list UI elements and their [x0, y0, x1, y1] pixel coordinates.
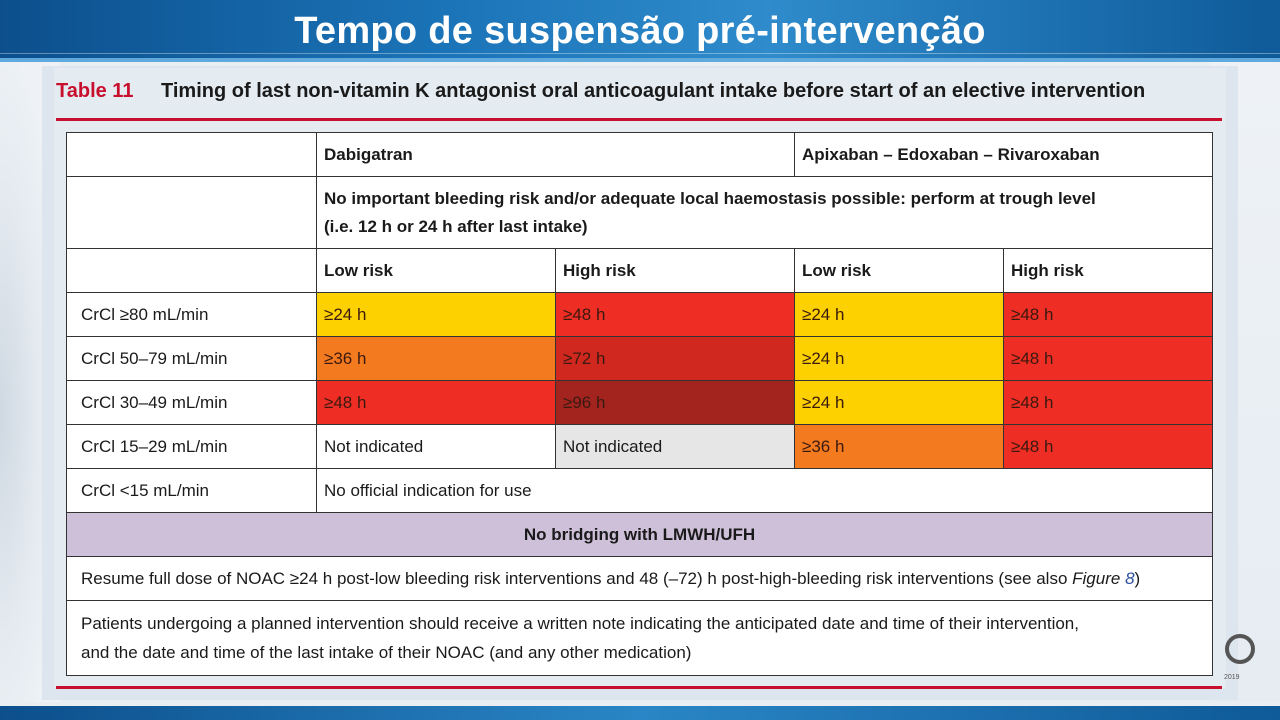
header-dabigatran: Dabigatran	[317, 133, 795, 177]
risk-header-xaban-high: High risk	[1004, 249, 1213, 293]
table-bottom-rule	[56, 686, 1222, 689]
table-row-crcl-30-49	[67, 381, 1213, 425]
risk-header-xaban-low: Low risk	[795, 249, 1004, 293]
patients-row	[67, 601, 1213, 676]
table-caption-text: Timing of last non-vitamin K antagonist oral anticoagulant intake before start of an elective intervention	[161, 80, 1146, 102]
empty-header-cell	[67, 249, 317, 293]
bleeding-note	[317, 177, 1213, 249]
row-label: CrCl 30–49 mL/min	[67, 381, 317, 425]
empty-header-cell	[67, 133, 317, 177]
bleeding-note-line1: No important bleeding risk and/or adequate local haemostasis possible: perform at trough level	[324, 188, 1096, 208]
risk-header-dabigatran-low: Low risk	[317, 249, 556, 293]
header-row-risk	[67, 249, 1213, 293]
row-label: CrCl <15 mL/min	[67, 469, 317, 513]
figure-ref-link[interactable]: 8	[1125, 568, 1135, 588]
row-label: CrCl ≥80 mL/min	[67, 293, 317, 337]
empty-header-cell	[67, 177, 317, 249]
value-cell: ≥48 h	[1004, 293, 1213, 337]
risk-header-dabigatran-high: High risk	[556, 249, 795, 293]
value-cell: ≥36 h	[795, 425, 1004, 469]
value-cell: ≥24 h	[795, 381, 1004, 425]
row-label: CrCl 50–79 mL/min	[67, 337, 317, 381]
patients-line-2: and the date and time of the last intake of their NOAC (and any other medication)	[81, 643, 692, 662]
table-row-crcl-15-29	[67, 425, 1213, 469]
table-label: Table 11	[56, 80, 134, 102]
patients-note	[67, 601, 1213, 676]
no-indication-cell: No official indication for use	[317, 469, 1213, 513]
value-cell: ≥48 h	[1004, 337, 1213, 381]
resume-cell	[67, 557, 1213, 601]
bleeding-note-line2: (i.e. 12 h or 24 h after last intake)	[324, 216, 588, 236]
value-cell: Not indicated	[556, 425, 795, 469]
table-row-crcl-50-79	[67, 337, 1213, 381]
value-cell: ≥24 h	[795, 293, 1004, 337]
logo-year: 2019	[1224, 674, 1240, 681]
resume-text: Resume full dose of NOAC ≥24 h post-low bleeding risk interventions and 48 (–72) h post-high-bleeding risk interventions (see also	[81, 568, 1073, 588]
bridging-row	[67, 513, 1213, 557]
table-caption	[56, 80, 1216, 106]
title-bar-thin-line	[0, 53, 1280, 54]
figure-ref-label: Figure	[1072, 568, 1126, 588]
table-row-crcl-80	[67, 293, 1213, 337]
bridging-cell: No bridging with LMWH/UFH	[67, 513, 1213, 557]
anticoagulant-table	[66, 132, 1213, 676]
table-row-crcl-15	[67, 469, 1213, 513]
value-cell: ≥48 h	[556, 293, 795, 337]
resume-row	[67, 557, 1213, 601]
resume-close: )	[1134, 568, 1141, 588]
value-cell: ≥24 h	[795, 337, 1004, 381]
value-cell: ≥24 h	[317, 293, 556, 337]
value-cell: Not indicated	[317, 425, 556, 469]
title-bar-accent-line	[0, 58, 1280, 62]
caption-rule	[56, 118, 1222, 121]
value-cell: ≥96 h	[556, 381, 795, 425]
bottom-bar	[0, 706, 1280, 720]
value-cell: ≥36 h	[317, 337, 556, 381]
header-xaban: Apixaban – Edoxaban – Rivaroxaban	[795, 133, 1213, 177]
patients-line-1: Patients undergoing a planned intervention should receive a written note indicating the anticipated date and time of their intervention,	[81, 614, 1079, 633]
header-row-drugs	[67, 133, 1213, 177]
value-cell: ≥48 h	[317, 381, 556, 425]
value-cell: ≥48 h	[1004, 381, 1213, 425]
slide-title: Tempo de suspensão pré-intervenção	[294, 10, 986, 52]
value-cell: ≥48 h	[1004, 425, 1213, 469]
value-cell: ≥72 h	[556, 337, 795, 381]
row-label: CrCl 15–29 mL/min	[67, 425, 317, 469]
header-row-note	[67, 177, 1213, 249]
society-logo-icon	[1225, 634, 1255, 664]
title-bar	[0, 0, 1280, 62]
